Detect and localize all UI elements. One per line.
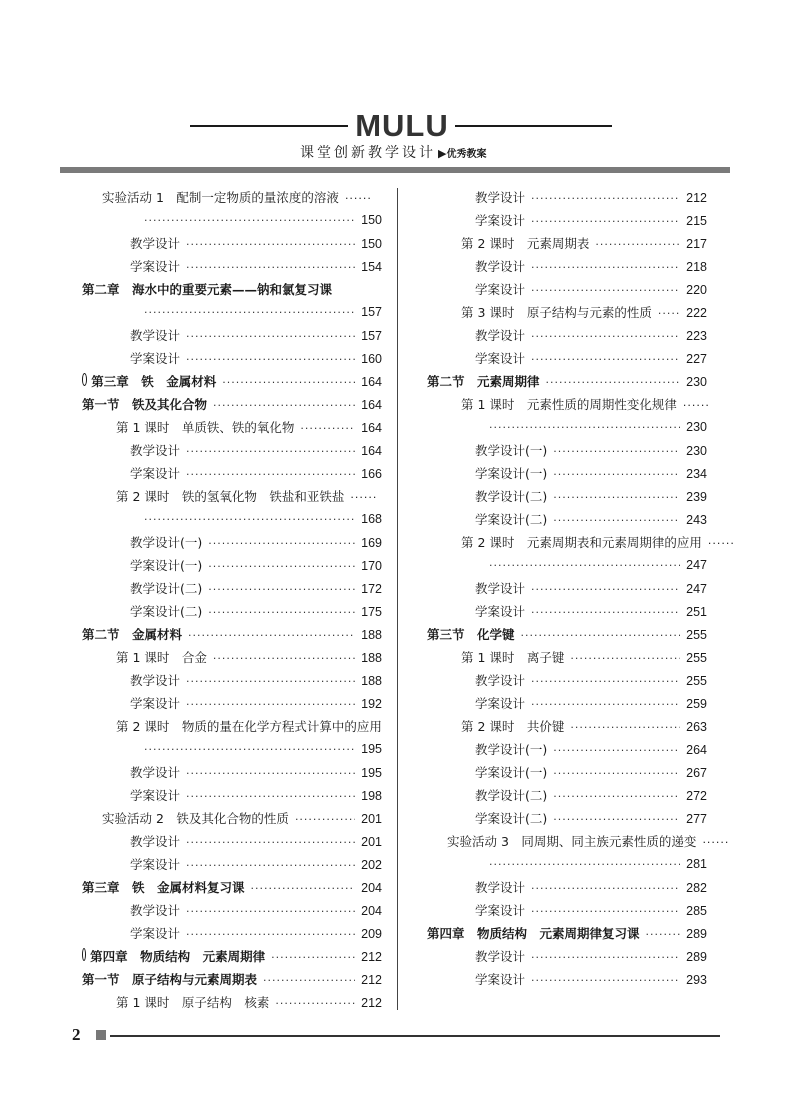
leader-dots: [208, 601, 355, 624]
toc-entry: [82, 485, 382, 508]
toc-entry-title: 学案设计(一): [130, 558, 203, 573]
leader-dots: [186, 693, 355, 716]
leader-dots: [546, 371, 681, 394]
leader-dots: [531, 693, 680, 716]
leader-dots: ······: [344, 192, 372, 205]
toc-entry-title: 教学设计: [475, 673, 526, 688]
toc-entry: [82, 646, 382, 669]
toc-entry-page: 218: [686, 260, 707, 274]
toc-entry: [427, 577, 707, 600]
toc-entry: [427, 715, 707, 738]
toc-entry: [427, 186, 707, 209]
toc-left-column: [82, 186, 382, 1014]
toc-entry: [427, 968, 707, 991]
leader-dots: [295, 808, 355, 831]
toc-entry: [82, 807, 382, 830]
toc-entry-title: 教学设计: [130, 236, 181, 251]
toc-entry-page: 164: [361, 398, 382, 412]
toc-entry: [82, 899, 382, 922]
toc-entry-title: 教学设计: [130, 328, 181, 343]
toc-entry-page: 212: [361, 973, 382, 987]
toc-entry: [82, 370, 382, 393]
leader-dots: [553, 762, 680, 785]
toc-entry-title: 学案设计: [130, 466, 181, 481]
toc-entry-title: 学案设计: [475, 903, 526, 918]
toc-entry-page: 267: [686, 766, 707, 780]
leader-dots: [275, 992, 355, 1015]
leader-dots: [570, 647, 680, 670]
subtitle-badge: 优秀教案: [446, 149, 487, 160]
toc-entry-title: 教学设计: [130, 765, 181, 780]
toc-entry-page: 247: [686, 582, 707, 596]
toc-entry-title: 教学设计: [130, 673, 181, 688]
toc-entry-page: 157: [361, 329, 382, 343]
toc-entry: [82, 991, 382, 1014]
toc-entry-page: 198: [361, 789, 382, 803]
toc-entry: [82, 301, 382, 324]
circle-icon: [82, 373, 87, 386]
toc-entry: [82, 278, 382, 301]
toc-entry-page: 259: [686, 697, 707, 711]
leader-dots: [186, 785, 355, 808]
leader-dots: [489, 554, 680, 577]
toc-entry-title: 第四章 物质结构 元素周期律复习课: [427, 926, 640, 941]
toc-entry-title: 教学设计: [475, 581, 526, 596]
toc-entry-title: 第二节 元素周期律: [427, 374, 540, 389]
leader-dots: [531, 325, 680, 348]
toc-entry: [82, 186, 382, 209]
toc-entry-title: 教学设计: [475, 259, 526, 274]
toc-entry: [82, 692, 382, 715]
leader-dots: [531, 578, 680, 601]
toc-entry-title: 学案设计(一): [475, 466, 548, 481]
toc-entry-page: 255: [686, 628, 707, 642]
toc-entry-page: 230: [686, 420, 707, 434]
leader-dots: [553, 785, 680, 808]
leader-dots: [251, 877, 356, 900]
toc-entry: [82, 577, 382, 600]
toc-entry: [427, 623, 707, 646]
toc-entry-title: 学案设计: [475, 351, 526, 366]
leader-dots: [531, 670, 680, 693]
toc-entry: [427, 301, 707, 324]
toc-entry-title: 教学设计: [475, 190, 526, 205]
toc-entry-title: 第 2 课时 铁的氢氧化物 铁盐和亚铁盐: [116, 489, 345, 504]
toc-entry-page: 160: [361, 352, 382, 366]
toc-entry-page: 168: [361, 512, 382, 526]
leader-dots: [186, 325, 355, 348]
toc-entry: [427, 324, 707, 347]
toc-entry: [82, 324, 382, 347]
leader-dots: [531, 210, 680, 233]
toc-entry-page: 204: [361, 904, 382, 918]
toc-entry: [427, 439, 707, 462]
toc-entry-page: 175: [361, 605, 382, 619]
leader-dots: [595, 233, 680, 256]
toc-entry: [82, 876, 382, 899]
leader-dots: [300, 417, 355, 440]
toc-entry: [82, 853, 382, 876]
toc-entry: [427, 600, 707, 623]
toc-entry-title: 第 1 课时 原子结构 核素: [116, 995, 270, 1010]
toc-entry-title: 第 2 课时 元素周期表: [461, 236, 590, 251]
toc-entry: [427, 232, 707, 255]
header-rule-right: [455, 125, 612, 127]
leader-dots: [553, 509, 680, 532]
toc-entry: [427, 209, 707, 232]
toc-entry: [82, 347, 382, 370]
leader-dots: [186, 831, 355, 854]
toc-entry-page: 272: [686, 789, 707, 803]
toc-entry-title: 教学设计: [130, 443, 181, 458]
toc-entry-page: 217: [686, 237, 707, 251]
leader-dots: [531, 187, 680, 210]
leader-dots: [186, 440, 355, 463]
toc-entry-title: 教学设计: [130, 903, 181, 918]
toc-entry-page: 164: [361, 421, 382, 435]
toc-entry-page: 230: [686, 444, 707, 458]
toc-entry: [427, 784, 707, 807]
toc-entry-page: 164: [361, 375, 382, 389]
toc-entry-page: 247: [686, 558, 707, 572]
toc-entry-title: 学案设计: [130, 351, 181, 366]
toc-entry: [82, 623, 382, 646]
leader-dots: [222, 371, 355, 394]
toc-entry-page: 289: [686, 950, 707, 964]
toc-entry-title: 教学设计(一): [475, 742, 548, 757]
toc-entry: [82, 922, 382, 945]
leader-dots: [553, 440, 680, 463]
toc-entry-title: 学案设计: [130, 696, 181, 711]
toc-entry-title: 教学设计: [475, 328, 526, 343]
toc-entry-page: 220: [686, 283, 707, 297]
toc-entry-title: 第 1 课时 单质铁、铁的氧化物: [116, 420, 295, 435]
toc-entry-page: 188: [361, 674, 382, 688]
toc-entry-page: 263: [686, 720, 707, 734]
toc-entry-title: 第 2 课时 共价键: [461, 719, 565, 734]
leader-dots: [144, 209, 355, 232]
toc-entry-title: 实验活动 3 同周期、同主族元素性质的递变: [447, 834, 697, 849]
toc-entry: [82, 209, 382, 232]
toc-entry: [427, 738, 707, 761]
toc-entry-title: 教学设计(二): [475, 489, 548, 504]
toc-entry-title: 第二节 金属材料: [82, 627, 183, 642]
toc-entry: [82, 784, 382, 807]
leader-dots: ······: [702, 836, 730, 849]
toc-entry: [427, 531, 735, 554]
toc-entry-page: 277: [686, 812, 707, 826]
toc-entry: [427, 761, 707, 784]
leader-dots: [186, 923, 355, 946]
toc-entry-title: 学案设计: [130, 926, 181, 941]
toc-entry-title: 第 1 课时 元素性质的周期性变化规律: [461, 397, 677, 412]
toc-entry: [82, 439, 382, 462]
toc-entry-page: 188: [361, 651, 382, 665]
leader-dots: [531, 946, 680, 969]
toc-entry: [82, 600, 382, 623]
toc-entry-page: 230: [686, 375, 707, 389]
toc-entry-title: 学案设计: [475, 696, 526, 711]
toc-entry-title: 教学设计: [475, 880, 526, 895]
toc-entry: [82, 945, 382, 968]
toc-entry: [82, 715, 382, 738]
toc-entry-page: 201: [361, 812, 382, 826]
toc-entry: [427, 899, 707, 922]
toc-entry-page: 255: [686, 651, 707, 665]
leader-dots: [186, 854, 355, 877]
toc-entry-page: 169: [361, 536, 382, 550]
footer-rule: [110, 1035, 720, 1037]
toc-entry-title: 教学设计(一): [475, 443, 548, 458]
toc-entry: [427, 278, 707, 301]
toc-entry: [427, 807, 707, 830]
toc-entry-page: 172: [361, 582, 382, 596]
toc-entry-title: 教学设计(一): [130, 535, 203, 550]
toc-entry: [427, 853, 707, 876]
toc-entry: [82, 669, 382, 692]
toc-entry-page: 192: [361, 697, 382, 711]
toc-entry-title: 学案设计: [130, 259, 181, 274]
leader-dots: [186, 762, 355, 785]
page-number: 2: [72, 1025, 81, 1044]
leader-dots: [489, 853, 680, 876]
leader-dots: [208, 532, 355, 555]
header-subtitle: [300, 143, 600, 165]
leader-dots: [570, 716, 680, 739]
toc-entry: [82, 531, 382, 554]
leader-dots: ······: [682, 399, 710, 412]
toc-entry-title: 学案设计: [475, 282, 526, 297]
toc-entry-title: 教学设计(二): [475, 788, 548, 803]
toc-entry-page: 188: [361, 628, 382, 642]
leader-dots: [186, 463, 355, 486]
toc-entry: [427, 876, 707, 899]
toc-entry-title: 第二章 海水中的重要元素——钠和氯复习课: [82, 282, 333, 297]
leader-dots: [208, 578, 355, 601]
triangle-icon: ▶: [438, 147, 447, 160]
toc-entry-title: 教学设计(二): [130, 581, 203, 596]
toc-entry-title: 学案设计: [475, 604, 526, 619]
toc-entry: [82, 830, 382, 853]
toc-entry-page: 195: [361, 766, 382, 780]
toc-entry-page: 157: [361, 305, 382, 319]
toc-entry-title: 第 1 课时 离子键: [461, 650, 565, 665]
leader-dots: [553, 463, 680, 486]
toc-entry-page: 293: [686, 973, 707, 987]
leader-dots: [186, 900, 355, 923]
toc-entry-title: 学案设计(二): [475, 512, 548, 527]
toc-entry: [427, 370, 707, 393]
toc-entry: [427, 255, 707, 278]
leader-dots: [213, 394, 355, 417]
leader-dots: [658, 302, 680, 325]
leader-dots: [186, 670, 355, 693]
toc-entry-page: 251: [686, 605, 707, 619]
toc-entry-page: 282: [686, 881, 707, 895]
toc-entry: [82, 761, 382, 784]
toc-entry-page: 166: [361, 467, 382, 481]
toc-entry: [82, 968, 382, 991]
toc-entry-title: 第 3 课时 原子结构与元素的性质: [461, 305, 652, 320]
toc-entry-title: 实验活动 2 铁及其化合物的性质: [102, 811, 289, 826]
toc-entry: [82, 554, 382, 577]
leader-dots: [531, 279, 680, 302]
column-divider: [397, 188, 398, 1010]
toc-entry-page: 170: [361, 559, 382, 573]
leader-dots: [186, 256, 355, 279]
leader-dots: [531, 877, 680, 900]
toc-entry: [427, 485, 707, 508]
leader-dots: [263, 969, 355, 992]
header-bar: [60, 167, 730, 173]
leader-dots: [144, 301, 355, 324]
toc-entry-page: 222: [686, 306, 707, 320]
toc-entry-title: 学案设计: [130, 857, 181, 872]
toc-entry: [427, 347, 707, 370]
toc-entry-title: 实验活动 1 配制一定物质的量浓度的溶液: [102, 190, 339, 205]
toc-entry: [427, 508, 707, 531]
footer-square: [96, 1030, 106, 1040]
toc-entry: [82, 232, 382, 255]
toc-entry: [427, 462, 707, 485]
toc-entry: [427, 945, 707, 968]
toc-entry: [82, 462, 382, 485]
toc-entry-page: 212: [361, 996, 382, 1010]
toc-entry-page: 264: [686, 743, 707, 757]
toc-entry-page: 227: [686, 352, 707, 366]
leader-dots: [531, 348, 680, 371]
toc-entry-page: 281: [686, 857, 707, 871]
circle-icon: [82, 948, 86, 961]
toc-entry-title: 第 1 课时 合金: [116, 650, 207, 665]
toc-entry-title: 第三章 铁 金属材料复习课: [82, 880, 245, 895]
toc-entry: [427, 692, 707, 715]
toc-entry-page: 215: [686, 214, 707, 228]
toc-entry-page: 202: [361, 858, 382, 872]
header-rule-left: [190, 125, 348, 127]
toc-entry-title: 学案设计: [475, 213, 526, 228]
leader-dots: [531, 969, 680, 992]
toc-entry-title: 学案设计(二): [475, 811, 548, 826]
toc-entry-page: 289: [686, 927, 707, 941]
leader-dots: [186, 233, 355, 256]
leader-dots: [144, 508, 355, 531]
toc-entry-title: 教学设计: [130, 834, 181, 849]
toc-entry: [82, 416, 382, 439]
leader-dots: [271, 946, 355, 969]
toc-entry-page: 223: [686, 329, 707, 343]
subtitle-text: 课堂创新教学设计: [300, 145, 436, 161]
leader-dots: [531, 900, 680, 923]
toc-entry-page: 164: [361, 444, 382, 458]
toc-entry: [427, 922, 707, 945]
toc-entry-title: 第 2 课时 物质的量在化学方程式计算中的应用: [116, 719, 382, 734]
toc-entry-page: 209: [361, 927, 382, 941]
toc-entry-title: 第一节 铁及其化合物: [82, 397, 208, 412]
leader-dots: ······: [707, 537, 735, 550]
toc-entry-page: 154: [361, 260, 382, 274]
toc-entry: [427, 393, 710, 416]
header-brand: MULU: [355, 108, 449, 143]
toc-entry-title: 第 2 课时 元素周期表和元素周期律的应用: [461, 535, 702, 550]
leader-dots: [144, 738, 355, 761]
toc-entry-title: 学案设计(一): [475, 765, 548, 780]
toc-entry-title: 第三节 化学键: [427, 627, 515, 642]
toc-entry-page: 239: [686, 490, 707, 504]
toc-entry-title: 学案设计: [130, 788, 181, 803]
leader-dots: [646, 923, 681, 946]
leader-dots: [188, 624, 355, 647]
toc-entry-title: 教学设计: [475, 949, 526, 964]
toc-entry: [427, 830, 730, 853]
toc-entry-page: 243: [686, 513, 707, 527]
toc-entry: [427, 669, 707, 692]
toc-entry-page: 212: [361, 950, 382, 964]
toc-entry: [82, 738, 382, 761]
leader-dots: [531, 256, 680, 279]
leader-dots: [531, 601, 680, 624]
toc-entry-page: 234: [686, 467, 707, 481]
toc-entry-page: 201: [361, 835, 382, 849]
leader-dots: [553, 739, 680, 762]
toc-entry-title: 第一节 原子结构与元素周期表: [82, 972, 258, 987]
toc-entry: [82, 508, 382, 531]
leader-dots: [553, 486, 680, 509]
toc-entry-title: 第四章 物质结构 元素周期律: [90, 949, 266, 964]
toc-entry-title: 第三章 铁 金属材料: [91, 374, 217, 389]
toc-entry-title: 学案设计(二): [130, 604, 203, 619]
leader-dots: [553, 808, 680, 831]
toc-entry-title: 学案设计: [475, 972, 526, 987]
toc-entry-page: 285: [686, 904, 707, 918]
leader-dots: [208, 555, 355, 578]
toc-entry-page: 150: [361, 237, 382, 251]
toc-entry-page: 204: [361, 881, 382, 895]
toc-entry-page: 255: [686, 674, 707, 688]
toc-entry-page: 212: [686, 191, 707, 205]
toc-entry: [82, 255, 382, 278]
leader-dots: [521, 624, 681, 647]
leader-dots: ······: [350, 491, 378, 504]
leader-dots: [489, 416, 680, 439]
toc-entry: [427, 416, 707, 439]
leader-dots: [186, 348, 355, 371]
toc-entry: [427, 554, 707, 577]
toc-entry: [427, 646, 707, 669]
toc-entry-page: 150: [361, 213, 382, 227]
toc-right-column: [427, 186, 735, 991]
toc-entry-page: 195: [361, 742, 382, 756]
leader-dots: [213, 647, 355, 670]
toc-entry: [82, 393, 382, 416]
